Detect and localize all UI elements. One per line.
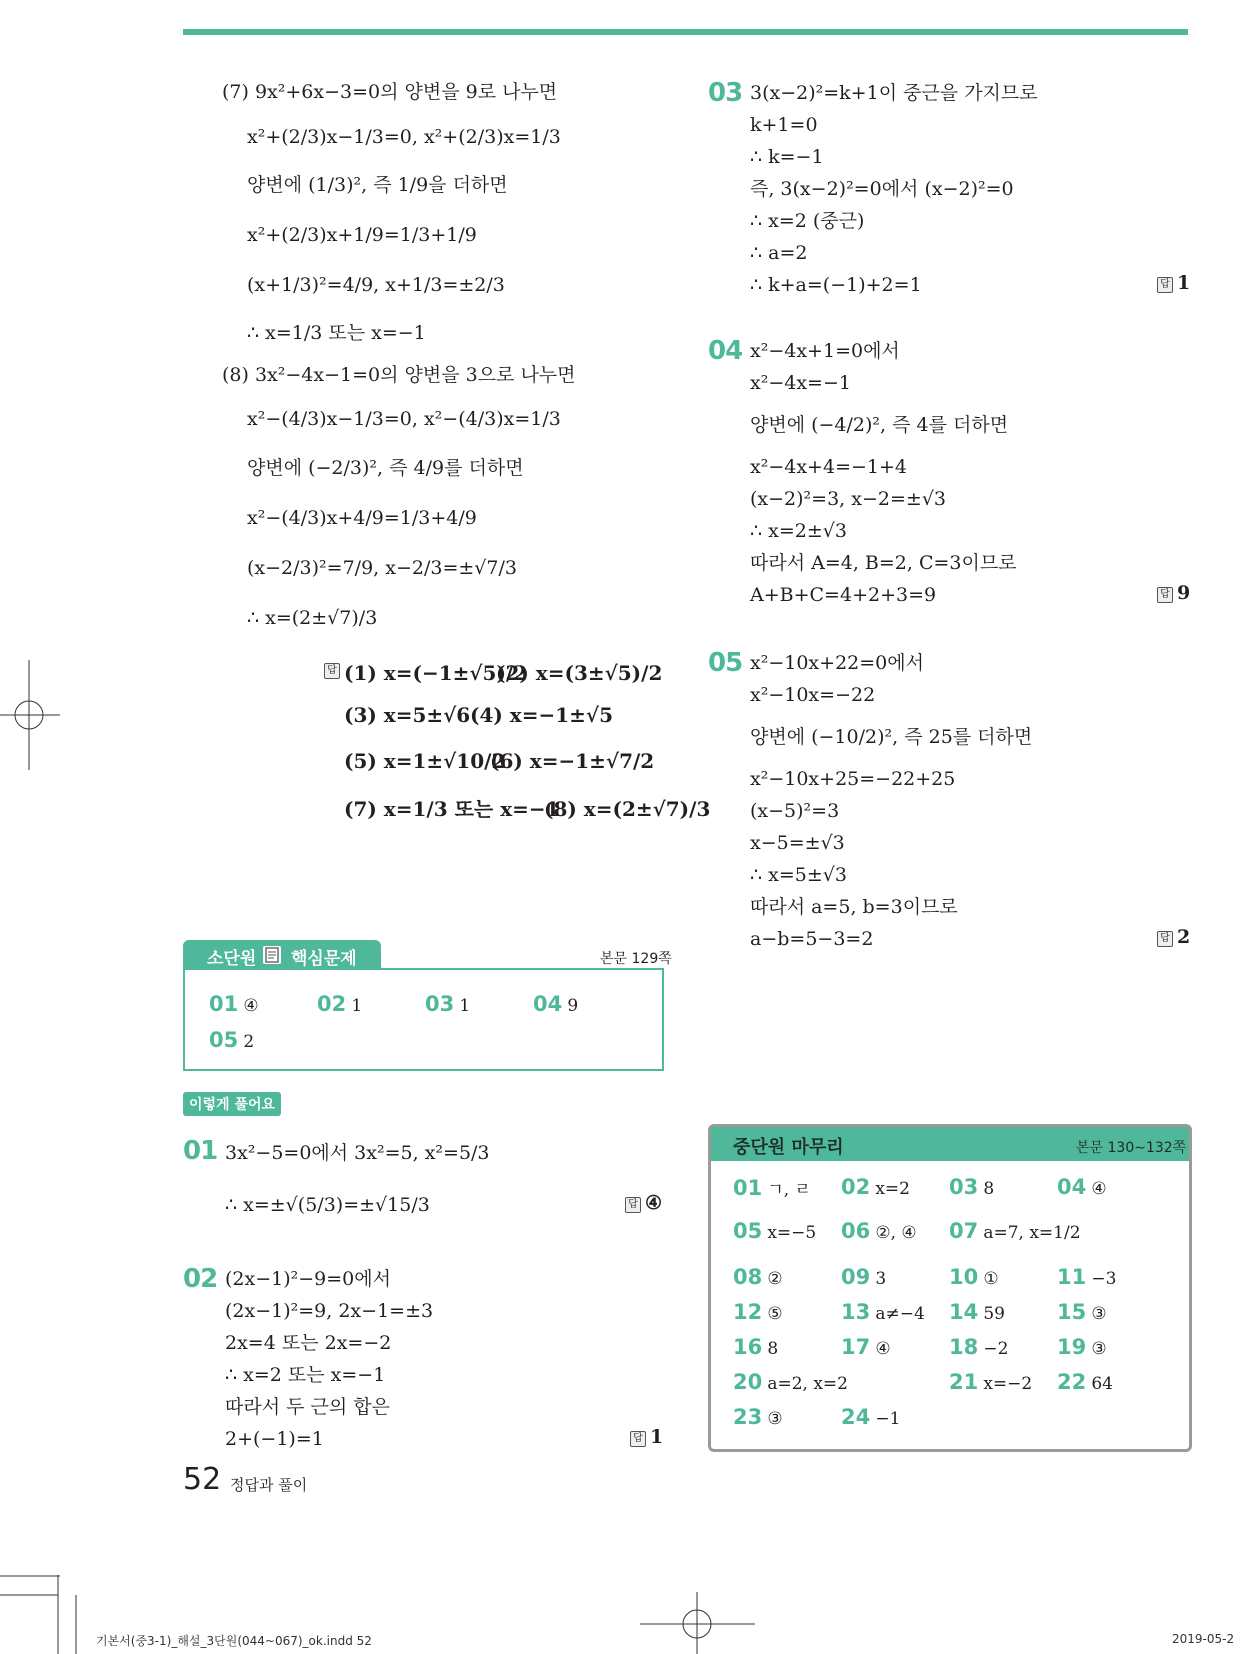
solution-line: (2x−1)²−9=0에서 (225, 1268, 391, 1290)
answer-item: (3) x=5±√6 (344, 703, 471, 727)
review-item: 15 ③ (1057, 1300, 1107, 1324)
solution-line: x²−(4/3)x−1/3=0, x²−(4/3)x=1/3 (247, 408, 561, 430)
review-item: 07 a=7, x=1/2 (949, 1219, 1081, 1243)
solution-line: x²+(2/3)x+1/9=1/3+1/9 (247, 224, 477, 246)
answer-mark: 답 1 (630, 1426, 663, 1448)
solution-line: (8) 3x²−4x−1=0의 양변을 3으로 나누면 (222, 364, 576, 386)
solution-line: x−5=±√3 (750, 832, 845, 854)
answer-item: (2) x=(3±√5)/2 (496, 661, 663, 685)
review-item: 11 −3 (1057, 1265, 1117, 1289)
solution-line: 2+(−1)=1 (225, 1428, 324, 1450)
solution-line: 따라서 a=5, b=3이므로 (750, 896, 958, 918)
solve-label: 이렇게 풀어요 (183, 1092, 281, 1116)
answer-item: (4) x=−1±√5 (470, 703, 613, 727)
registration-mark-left (0, 660, 60, 770)
review-item: 12 ⑤ (733, 1300, 783, 1324)
review-item: 06 ②, ④ (841, 1219, 917, 1243)
review-item: 10 ① (949, 1265, 999, 1289)
solution-line: ∴ x=±√(5/3)=±√15/3 (225, 1194, 430, 1216)
review-ref: 본문 130∼132쪽 (1076, 1140, 1187, 1156)
solution-line: 2x=4 또는 2x=−2 (225, 1332, 392, 1354)
solution-line: (x−2/3)²=7/9, x−2/3=±√7/3 (247, 557, 517, 579)
solution-line: x²−4x+4=−1+4 (750, 456, 908, 478)
solution-line: ∴ a=2 (750, 242, 808, 264)
core-tab-right-label: 핵심문제 (291, 949, 357, 969)
solution-line: k+1=0 (750, 114, 818, 136)
question-number: 04 (708, 336, 743, 366)
question-number: 02 (183, 1264, 218, 1294)
review-item: 16 8 (733, 1335, 779, 1359)
solution-line: (x−2)²=3, x−2=±√3 (750, 488, 947, 510)
core-section-ref: 본문 129쪽 (600, 951, 672, 967)
answer-mark: 답 2 (1157, 926, 1190, 948)
review-item: 04 ④ (1057, 1175, 1107, 1199)
review-item: 08 ② (733, 1265, 783, 1289)
document-icon (263, 946, 281, 964)
answer-mark: 답 ④ (625, 1192, 662, 1214)
solution-line: 양변에 (−2/3)², 즉 4/9를 더하면 (247, 457, 524, 479)
answer-item: (6) x=−1±√7/2 (490, 749, 655, 773)
core-item: 03 1 (425, 992, 471, 1016)
solution-line: ∴ x=2 (중근) (750, 210, 865, 232)
solution-line: ∴ x=5±√3 (750, 864, 847, 886)
question-number: 03 (708, 78, 743, 108)
solution-line: 3x²−5=0에서 3x²=5, x²=5/3 (225, 1142, 490, 1164)
solution-line: (2x−1)²=9, 2x−1=±3 (225, 1300, 434, 1322)
solution-line: x²+(2/3)x−1/3=0, x²+(2/3)x=1/3 (247, 126, 561, 148)
footer-file: 기본서(중3-1)_해설_3단원(044~067)_ok.indd 52 (96, 1634, 372, 1648)
solution-line: ∴ x=2±√3 (750, 520, 847, 542)
answer-item: (5) x=1±√10/2 (344, 749, 506, 773)
review-header (711, 1127, 1189, 1161)
footer-date: 2019-05-2 (1172, 1632, 1235, 1646)
solution-line: 양변에 (1/3)², 즉 1/9을 더하면 (247, 174, 508, 196)
answer-tag-icon: 답 (630, 1431, 646, 1447)
solution-line: ∴ k+a=(−1)+2=1 (750, 274, 922, 296)
review-item: 23 ③ (733, 1405, 783, 1429)
page-label: 정답과 풀이 (230, 1476, 308, 1494)
review-box (708, 1124, 1192, 1452)
review-item: 03 8 (949, 1175, 995, 1199)
solution-line: x²−4x+1=0에서 (750, 340, 900, 362)
solution-line: ∴ k=−1 (750, 146, 824, 168)
answer-tag-icon: 답 (625, 1197, 641, 1213)
answer-item: (1) x=(−1±√5)/2 (344, 661, 528, 685)
review-item: 17 ④ (841, 1335, 891, 1359)
crop-mark-bottom-left (0, 1575, 80, 1654)
review-item: 21 x=−2 (949, 1370, 1033, 1394)
core-tab-left-label: 소단원 (207, 949, 257, 969)
solution-line: ∴ x=1/3 또는 x=−1 (247, 322, 426, 344)
solution-line: (7) 9x²+6x−3=0의 양변을 9로 나누면 (222, 81, 558, 103)
registration-mark-bottom (640, 1592, 755, 1654)
solution-line: x²−10x+22=0에서 (750, 652, 924, 674)
answer-mark: 답 9 (1157, 582, 1190, 604)
solution-line: 따라서 A=4, B=2, C=3이므로 (750, 552, 1017, 574)
review-item: 01 ㄱ, ㄹ (733, 1176, 811, 1200)
solution-line: x²−4x=−1 (750, 372, 851, 394)
solution-line: 즉, 3(x−2)²=0에서 (x−2)²=0 (750, 178, 1014, 200)
page-number: 52 (183, 1462, 222, 1497)
core-item: 05 2 (209, 1028, 255, 1052)
core-item: 02 1 (317, 992, 363, 1016)
review-item: 24 −1 (841, 1405, 901, 1429)
solution-line: 따라서 두 근의 합은 (225, 1396, 390, 1418)
solution-line: x²−10x=−22 (750, 684, 876, 706)
top-accent-bar (183, 29, 1188, 35)
solution-line: 양변에 (−10/2)², 즉 25를 더하면 (750, 726, 1033, 748)
core-item: 04 9 (533, 992, 579, 1016)
core-section-box (183, 968, 664, 1071)
review-title: 중단원 마무리 (733, 1137, 844, 1158)
solution-line: 양변에 (−4/2)², 즉 4를 더하면 (750, 414, 1009, 436)
solution-line: (x−5)²=3 (750, 800, 840, 822)
review-item: 14 59 (949, 1300, 1005, 1324)
solution-line: x²−10x+25=−22+25 (750, 768, 956, 790)
review-item: 18 −2 (949, 1335, 1009, 1359)
review-item: 19 ③ (1057, 1335, 1107, 1359)
core-item: 01 ④ (209, 992, 259, 1016)
solution-line: a−b=5−3=2 (750, 928, 874, 950)
answer-tag-icon: 답 (1157, 931, 1173, 947)
review-item: 20 a=2, x=2 (733, 1370, 848, 1394)
review-item: 13 a≠−4 (841, 1300, 925, 1324)
answer-tag-icon: 답 (1157, 587, 1173, 603)
review-item: 02 x=2 (841, 1175, 910, 1199)
question-number: 05 (708, 648, 743, 678)
core-section-tab (183, 940, 381, 969)
solution-line: (x+1/3)²=4/9, x+1/3=±2/3 (247, 274, 505, 296)
answer-tag-icon: 답 (324, 658, 344, 680)
question-number: 01 (183, 1136, 218, 1166)
answer-mark: 답 1 (1157, 272, 1190, 294)
solution-line: ∴ x=2 또는 x=−1 (225, 1364, 386, 1386)
review-item: 22 64 (1057, 1370, 1113, 1394)
solution-line: A+B+C=4+2+3=9 (750, 584, 937, 606)
solution-line: 3(x−2)²=k+1이 중근을 가지므로 (750, 82, 1038, 104)
answer-item: (8) x=(2±√7)/3 (544, 797, 711, 821)
solution-line: ∴ x=(2±√7)/3 (247, 607, 378, 629)
answer-item: (7) x=1/3 또는 x=−1 (344, 797, 560, 821)
review-item: 05 x=−5 (733, 1219, 817, 1243)
answer-tag-icon: 답 (1157, 277, 1173, 293)
review-item: 09 3 (841, 1265, 887, 1289)
solution-line: x²−(4/3)x+4/9=1/3+4/9 (247, 507, 477, 529)
